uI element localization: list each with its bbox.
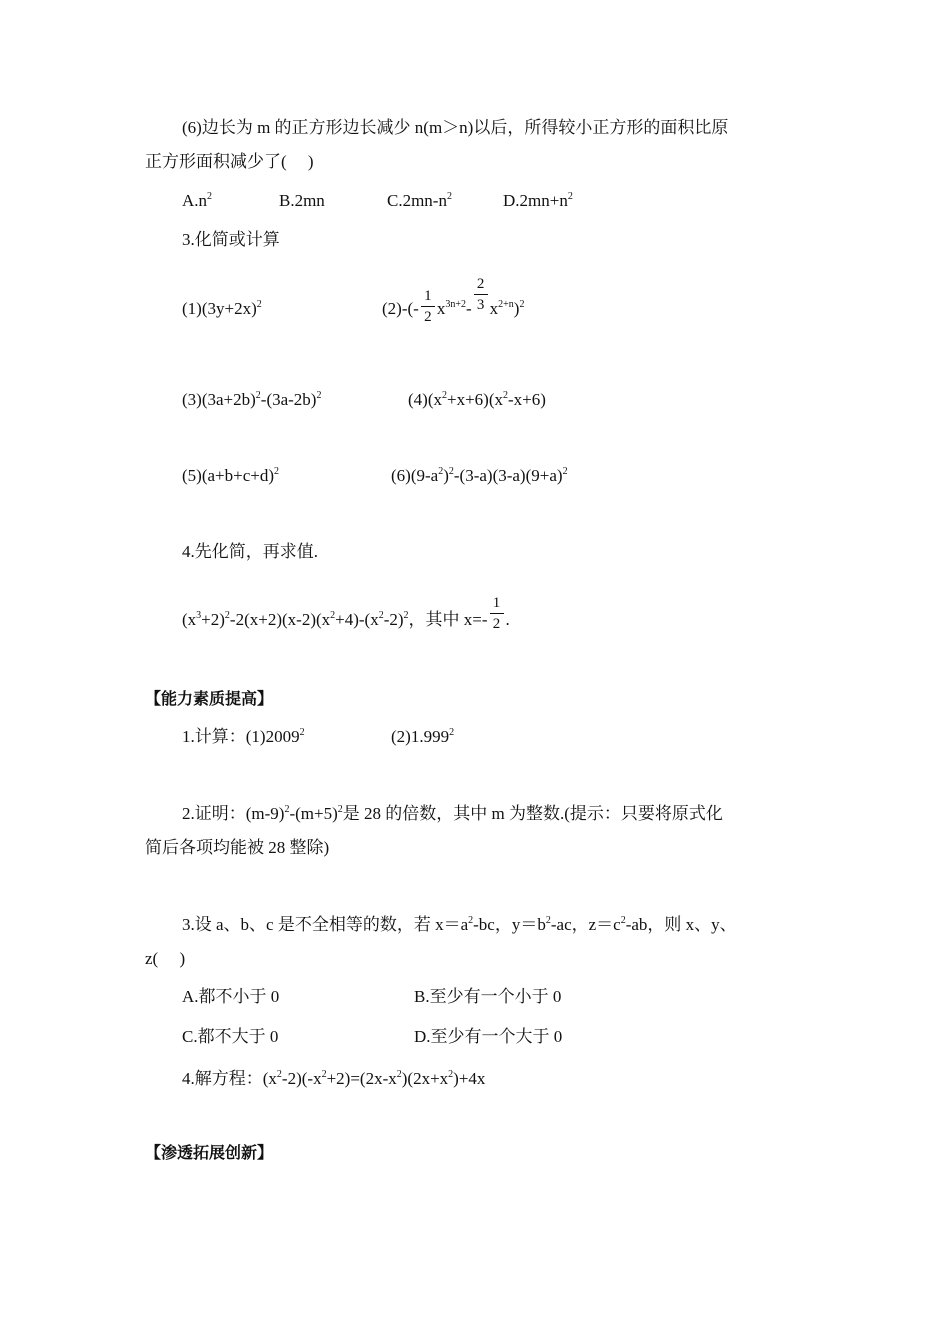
numerator: 1 (424, 287, 432, 304)
text: (5)(a+b+c+d) (182, 466, 274, 485)
text: (3)(3a+2b) (182, 390, 256, 409)
text: D.2mn+n (503, 191, 568, 210)
superscript: 2 (321, 1069, 327, 1080)
text: . (505, 610, 510, 629)
text: C.都不大于 0 (182, 1027, 279, 1046)
text: A.n (182, 191, 208, 210)
superscript: 2 (441, 390, 447, 401)
superscript: 2 (224, 610, 230, 621)
text: 2.证明：(m-9) (182, 804, 285, 823)
denominator: 3 (476, 296, 485, 313)
ability-q1-part2 (391, 726, 454, 748)
text: )+4x (453, 1069, 486, 1088)
text: -2)(-x (281, 1069, 322, 1088)
superscript: 2 (378, 610, 384, 621)
text: (2)1.999 (391, 727, 450, 746)
superscript: 2 (468, 915, 474, 926)
text: 3.化简或计算 (182, 230, 280, 249)
superscript: 2 (276, 1069, 282, 1080)
ability-q2-line-2 (145, 837, 329, 859)
superscript: 2+n (498, 299, 514, 310)
text: -x+6) (507, 390, 546, 409)
text: B.2mn (279, 191, 325, 210)
superscript: 3 (196, 610, 202, 621)
superscript: 2 (299, 727, 305, 738)
fraction-one-half (490, 594, 504, 633)
superscript: 2 (545, 915, 551, 926)
ability-q4 (182, 1068, 485, 1090)
text: -(m+5) (289, 804, 338, 823)
text: D.至少有一个大于 0 (414, 1027, 563, 1046)
text: - (465, 299, 472, 318)
superscript: 2 (449, 727, 455, 738)
numerator: 2 (476, 275, 485, 292)
question-6-line-2 (145, 151, 314, 173)
text: -(3a-2b) (260, 390, 317, 409)
text: -(3-a)(3-a)(9+a) (453, 466, 563, 485)
ability-q3-line-2 (145, 948, 185, 970)
text: 正方形面积减少了( ) (145, 152, 314, 171)
superscript: 2 (396, 1069, 402, 1080)
problem-6 (391, 465, 568, 487)
text: -bc，y＝b (473, 915, 546, 934)
evaluate-expression (182, 592, 510, 648)
superscript: 2 (446, 191, 452, 202)
text: -ab，则 x、y、 (625, 915, 737, 934)
ability-q3-option-d (414, 1026, 562, 1048)
option-d (503, 190, 573, 212)
option-c (387, 190, 452, 212)
superscript: 2 (274, 466, 279, 477)
ability-q3-option-b (414, 986, 561, 1008)
text: )(2x+x (401, 1069, 449, 1088)
problem-1 (182, 298, 262, 320)
problem-2 (382, 275, 525, 340)
heading-text: 【渗透拓展创新】 (145, 1143, 274, 1162)
superscript: 2 (284, 804, 290, 815)
problem-5 (182, 465, 279, 487)
superscript: 2 (403, 610, 409, 621)
text: (6)边长为 m 的正方形边长减少 n(m＞n)以后，所得较小正方形的面积比原 (182, 118, 729, 137)
denominator: 2 (492, 615, 501, 632)
ability-q3-option-a (182, 986, 279, 1008)
text: +2) (201, 610, 225, 629)
text: (1)(3y+2x) (182, 299, 257, 318)
fraction-bar (474, 294, 488, 295)
superscript: 2 (256, 299, 262, 310)
section-4-title (182, 541, 318, 563)
text: (6)(9-a (391, 466, 439, 485)
text: x (489, 299, 499, 318)
superscript: 2 (438, 466, 444, 477)
problem-3 (182, 389, 321, 411)
superscript: 2 (316, 390, 322, 401)
text: ) (513, 299, 520, 318)
text: +x+6)(x (446, 390, 503, 409)
fraction-one-half (421, 287, 435, 326)
text: (x (182, 610, 197, 629)
superscript: 2 (255, 390, 261, 401)
option-b (279, 190, 325, 212)
text: (4)(x (408, 390, 442, 409)
text: 4.先化简，再求值. (182, 542, 318, 561)
fraction-bar (490, 613, 504, 614)
text: 3.设 a、b、c 是不全相等的数，若 x＝a (182, 915, 469, 934)
ability-q2-line-1 (182, 803, 723, 825)
superscript: 2 (502, 390, 508, 401)
text: ) (443, 466, 449, 485)
ability-q1 (182, 726, 305, 748)
superscript: 2 (620, 915, 626, 926)
text: A.都不小于 0 (182, 987, 280, 1006)
text: +2)=(2x-x (326, 1069, 397, 1088)
section-3-title (182, 229, 280, 251)
denominator: 2 (424, 308, 432, 325)
problem-4 (408, 389, 546, 411)
heading-text: 【能力素质提高】 (145, 689, 274, 708)
text: +4)-(x (335, 610, 379, 629)
superscript: 3n+2 (445, 299, 466, 310)
superscript: 2 (519, 299, 525, 310)
text: 是 28 的倍数，其中 m 为整数.(提示：只要将原式化 (342, 804, 723, 823)
section-heading-extension (145, 1142, 273, 1164)
ability-q3-line-1 (182, 914, 737, 936)
superscript: 2 (567, 191, 573, 202)
text: 简后各项均能被 28 整除) (145, 838, 330, 857)
section-heading-ability (145, 688, 273, 710)
text: 4.解方程：(x (182, 1069, 277, 1088)
text: z( ) (145, 949, 186, 968)
text: x (436, 299, 446, 318)
text: ，其中 x=- (408, 610, 488, 629)
superscript: 2 (448, 1069, 454, 1080)
fraction-two-thirds (474, 275, 488, 314)
text: -ac，z＝c (550, 915, 621, 934)
text: -2(x+2)(x-2)(x (229, 610, 331, 629)
question-6-line-1 (182, 117, 728, 139)
text: B.至少有一个小于 0 (414, 987, 562, 1006)
fraction-bar (421, 306, 435, 307)
text: (2)-(- (382, 299, 419, 318)
numerator: 1 (492, 594, 501, 611)
text: 1.计算：(1)2009 (182, 727, 300, 746)
text: -2) (383, 610, 404, 629)
text: C.2mn-n (387, 191, 447, 210)
superscript: 2 (562, 466, 568, 477)
superscript: 2 (207, 191, 213, 202)
superscript: 2 (330, 610, 336, 621)
superscript: 2 (448, 466, 454, 477)
ability-q3-option-c (182, 1026, 278, 1048)
superscript: 2 (337, 804, 343, 815)
option-a (182, 190, 212, 212)
